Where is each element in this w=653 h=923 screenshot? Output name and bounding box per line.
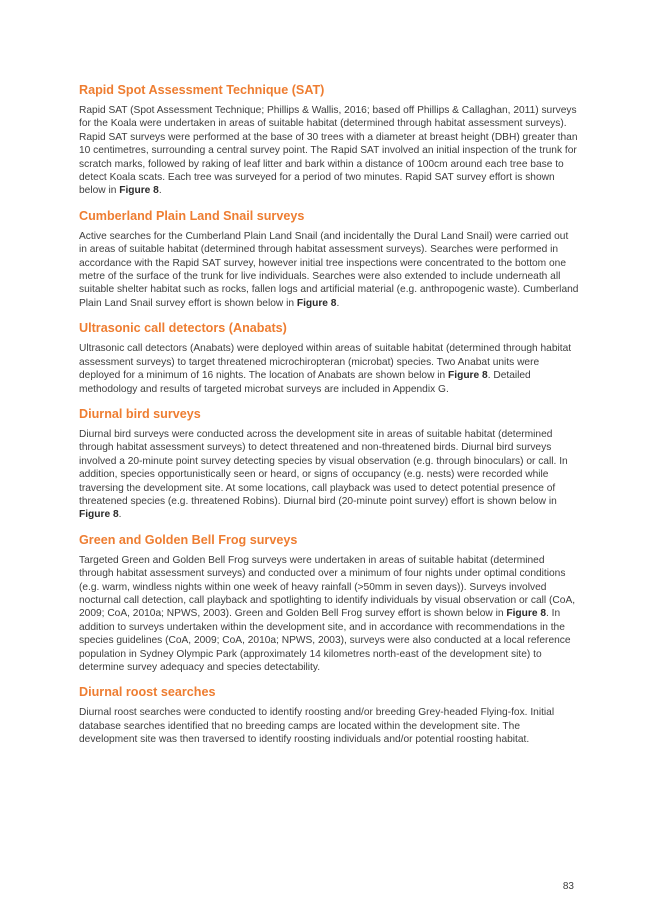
section-body: Targeted Green and Golden Bell Frog surveys were undertaken in areas of suitable habitat (determined through habitat assessment surveys) and conducted over a minimum of four nights under optimal conditions (e.g. warm, windless nights within one week of heavy rainfall (>50mm in seven days)). Surveys involved nocturnal call detection, call playback and spotlighting to identify individuals by visual observation or call (CoA, 2009; CoA, 2010a; NPWS, 2003). Green and Golden Bell Frog survey effort is shown below in Figure 8. In addition to surveys undertaken within the development site, and in accordance with recommendations in the species guidelines (CoA, 2009; CoA, 2010a; NPWS, 2003), surveys were also conducted at a local reference population in Sydney Olympic Park (approximately 14 kilometres north-east of the development site) to determine survey adequacy and species detectability. <box>79 554 576 673</box>
figure-reference: Figure 8 <box>119 185 159 197</box>
section-bell-frog <box>79 532 579 675</box>
section-body: Active searches for the Cumberland Plain Land Snail (and incidentally the Dural Land Snail) were carried out in areas of suitable habitat (determined through habitat assessment surveys). Searches were performed in accordance with the Rapid SAT survey, however initial tree inspections were concentrated to the bottom one metre of the surface of the trunk for live individuals. Searches were also extended to include underneath all suitable shelter habitat such as rocks, fallen logs and artificial material (e.g. anthropogenic waste). Cumberland Plain Land Snail survey effort is shown below in Figure 8. <box>79 230 579 309</box>
section-body: Ultrasonic call detectors (Anabats) were deployed within areas of suitable habitat (determined through habitat assessment surveys) to target threatened microchiropteran (microbat) species. Two Anabat units were deployed for a minimum of 16 nights. The location of Anabats are shown below in Figure 8. Detailed methodology and results of targeted microbat surveys are included in Appendix G. <box>79 343 572 395</box>
section-heading: Green and Golden Bell Frog surveys <box>79 532 298 547</box>
section-body: Diurnal roost searches were conducted to identify roosting and/or breeding Grey-headed Flying-fox. Initial database searches identified that no breeding camps are located within the development site. The development site was then traversed to identify roosting individuals and/or potential roosting habitat. <box>79 707 555 746</box>
figure-reference: Figure 8 <box>296 297 337 309</box>
section-land-snail <box>79 208 579 310</box>
figure-reference: Figure 8 <box>448 370 488 382</box>
section-heading: Diurnal roost searches <box>79 685 216 700</box>
figure-reference: Figure 8 <box>79 509 119 521</box>
section-diurnal-bird <box>79 406 579 522</box>
section-body: Diurnal bird surveys were conducted across the development site in areas of suitable habitat (determined through habitat assessment surveys) to detect threatened and non-threatened birds. Diurnal bird surveys involved a 20-minute point survey detecting species by visual observation (e.g. through binoculars) or call. In addition, species opportunistically seen or heard, or signs of occupancy (e.g. nests) were recorded while traversing the development site. At some locations, call playback was used to detect potential presence of threatened species (e.g. threatened Robins). Diurnal bird (20-minute point survey) effort is shown below in Figure 8. <box>79 428 568 521</box>
section-roost-searches <box>79 684 579 746</box>
section-heading: Ultrasonic call detectors (Anabats) <box>79 321 287 336</box>
section-heading: Diurnal bird surveys <box>79 406 201 421</box>
section-body: Rapid SAT (Spot Assessment Technique; Phillips & Wallis, 2016; based off Phillips & Callaghan, 2011) surveys for the Koala were undertaken in areas of suitable habitat (determined through habitat assessment surveys). Rapid SAT surveys were performed at the base of 30 trees with a diameter at breast height (DBH) greater than 10 centimetres, surrounding a central survey point. The Rapid SAT involved an initial inspection of the trunk for scratch marks, followed by raking of leaf litter and bark within a distance of 100cm around each tree base to detect Koala scats. Each tree was surveyed for a period of two minutes. Rapid SAT survey effort is shown below in Figure 8. <box>79 105 578 197</box>
section-anabats <box>79 320 579 396</box>
section-heading: Rapid Spot Assessment Technique (SAT) <box>79 83 325 97</box>
figure-reference: Figure 8 <box>506 608 546 620</box>
section-rapid-sat <box>79 82 579 198</box>
document-page <box>79 82 579 757</box>
section-heading: Cumberland Plain Land Snail surveys <box>79 208 305 223</box>
page-number: 83 <box>562 881 574 892</box>
